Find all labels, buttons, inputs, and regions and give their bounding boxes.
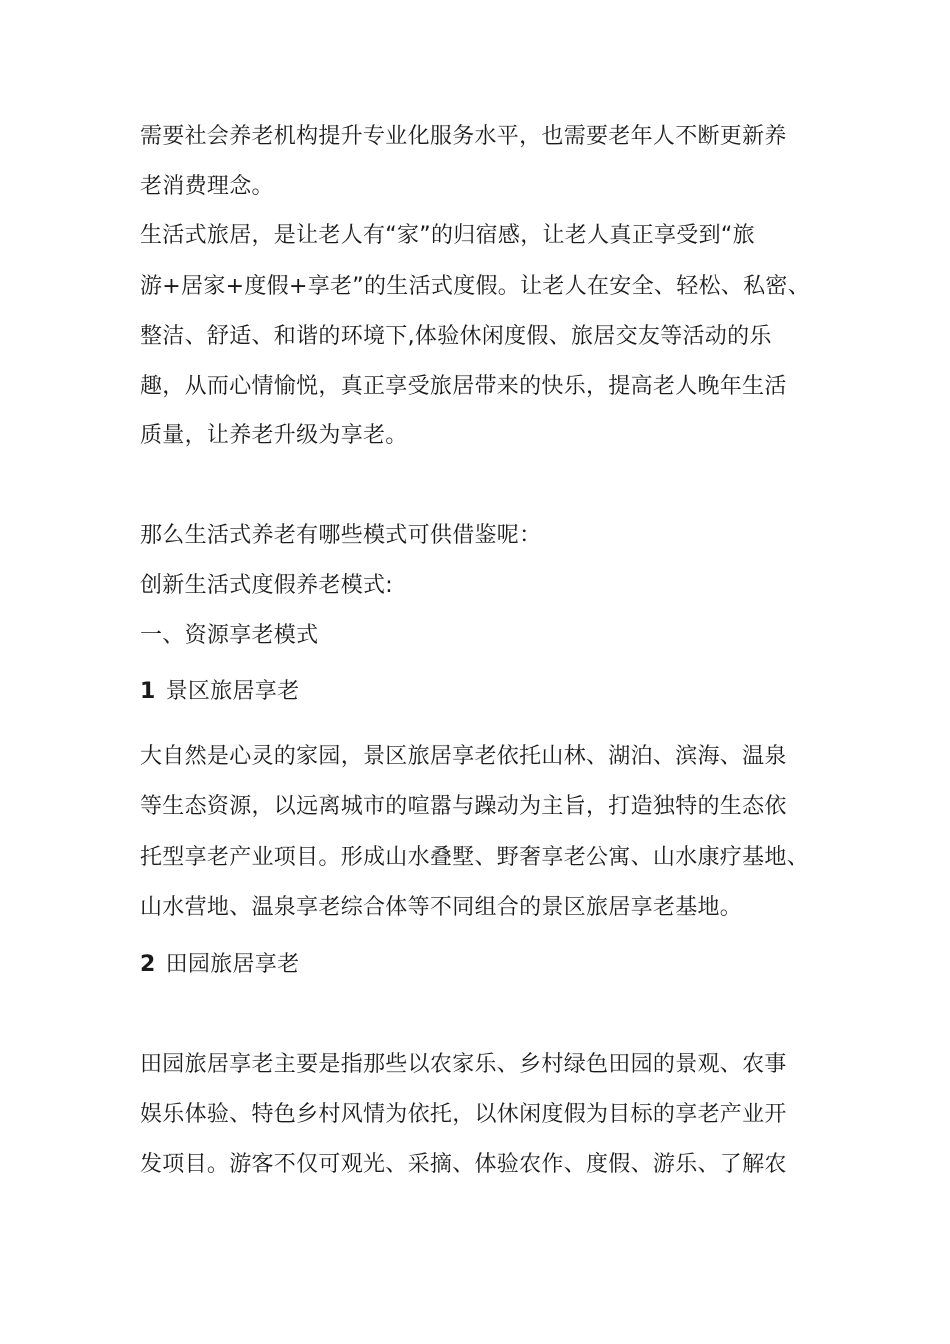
heading-number: 1	[140, 679, 156, 704]
paragraph-line: 那么生活式养老有哪些模式可供借鉴呢：	[140, 523, 542, 548]
paragraph-line: 质量，让养老升级为享老。	[140, 423, 408, 448]
paragraph-line: 老消费理念。	[140, 174, 274, 199]
heading-number: 2	[140, 952, 156, 977]
paragraph-line: 游+居家+度假+享老”的生活式度假。让老人在安全、轻松、私密、	[140, 274, 810, 299]
section-heading: 一、资源享老模式	[140, 623, 319, 648]
paragraph-line: 等生态资源，以远离城市的喧嚣与躁动为主旨，打造独特的生态依	[140, 794, 787, 819]
paragraph-line: 大自然是心灵的家园，景区旅居享老依托山林、湖泊、滨海、温泉	[140, 744, 787, 769]
paragraph-line: 娱乐体验、特色乡村风情为依托，以休闲度假为目标的享老产业开	[140, 1102, 787, 1127]
paragraph-line: 山水营地、温泉享老综合体等不同组合的景区旅居享老基地。	[140, 895, 743, 920]
paragraph-line: 需要社会养老机构提升专业化服务水平，也需要老年人不断更新养	[140, 124, 787, 149]
paragraph-line: 创新生活式度假养老模式:	[140, 573, 394, 598]
subsection-heading-1	[140, 677, 299, 707]
paragraph-line: 托型享老产业项目。形成山水叠墅、野奢享老公寓、山水康疗基地、	[140, 845, 810, 870]
paragraph-line: 趣，从而心情愉悦，真正享受旅居带来的快乐，提高老人晚年生活	[140, 374, 787, 399]
paragraph-line: 生活式旅居，是让老人有“家”的归宿感，让老人真正享受到“旅	[140, 223, 755, 248]
paragraph-line: 发项目。游客不仅可观光、采摘、体验农作、度假、游乐、了解农	[140, 1152, 787, 1177]
heading-text: 田园旅居享老	[165, 952, 300, 977]
heading-text: 景区旅居享老	[165, 679, 300, 704]
paragraph-line: 整洁、舒适、和谐的环境下,体验休闲度假、旅居交友等活动的乐	[140, 324, 772, 349]
subsection-heading-2	[140, 950, 299, 980]
paragraph-line: 田园旅居享老主要是指那些以农家乐、乡村绿色田园的景观、农事	[140, 1052, 787, 1077]
